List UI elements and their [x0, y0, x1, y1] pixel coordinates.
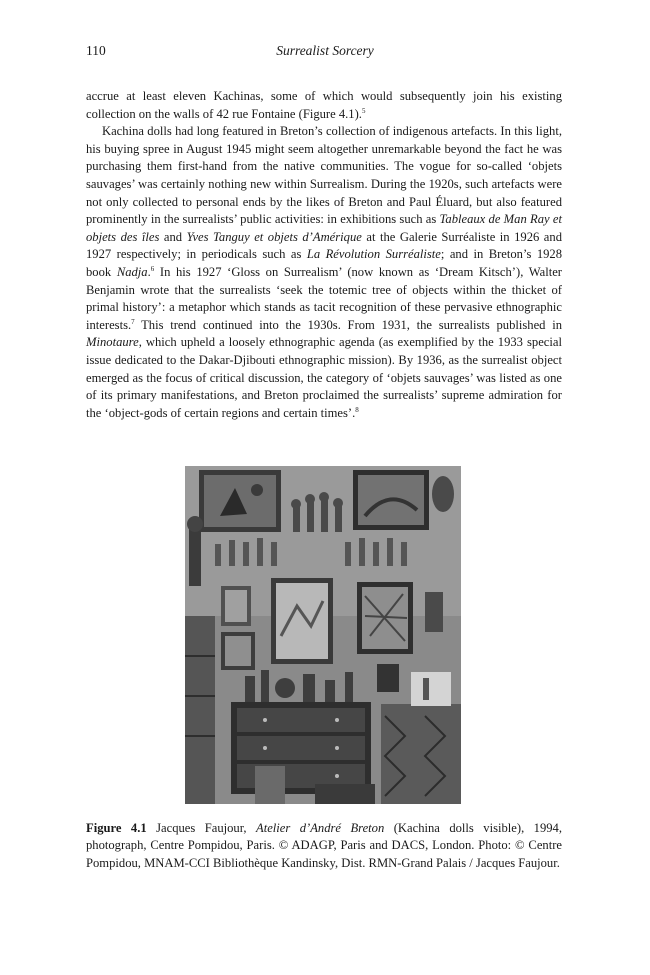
- italic-title: Nadja: [116, 264, 148, 279]
- text-run: and: [159, 229, 187, 244]
- artwork-title: Atelier d’André Breton: [256, 821, 385, 835]
- text-run: , which upheld a loosely ethnographic agenda (as exemplified by the 1933 special issue dedicated to the Dakar-Djibouti ethnographic mission). By 1936, as the surrealist object emerged as the focus of critical discussion, the category of ‘objets sauvages’ was listed as one of its primary manifestations, and Breton proclaimed the surrealists’ supreme admiration for the ‘object-gods of certain regions and certain times’.: [86, 335, 562, 420]
- text-run: .: [147, 264, 151, 279]
- text-run: Jacques Faujour,: [146, 821, 257, 835]
- text-run: ; and in Breton’s 1928 book: [86, 247, 563, 279]
- text-run: accrue at least eleven Kachinas, some of which would subsequently join his existing collection on the walls of 42 rue Fontaine (Figure 4.1).: [86, 89, 562, 121]
- italic-title: Minotaure: [86, 335, 139, 350]
- italic-title: Tableaux de Man Ray et objets des îles: [86, 212, 562, 244]
- figure-photograph: [185, 466, 461, 804]
- italic-title: Yves Tanguy et objets d’Amérique: [186, 229, 362, 244]
- paragraph-1: [86, 88, 562, 123]
- figure-label: Figure 4.1: [86, 821, 147, 835]
- body-text: [86, 88, 562, 422]
- text-run: In his 1927 ‘Gloss on Surrealism’ (now known as ‘Dream Kitsch’), Walter Benjamin wrote that the surrealists ‘seek the totemic tree of objects within the thicket of primal history’: a metaphor which stands as tacit recognition of these pervasive ethnographic interests.: [86, 264, 562, 332]
- italic-title: La Révolution Surréaliste: [306, 247, 441, 262]
- footnote-ref: 5: [361, 106, 366, 115]
- footnote-ref: 8: [355, 405, 359, 414]
- footnote-ref: 7: [131, 317, 135, 326]
- text-run: at the Galerie Surréaliste in 1926 and 1927 respectively; in periodicals such as: [86, 229, 562, 262]
- figure-caption: [86, 820, 562, 872]
- text-run: This trend continued into the 1930s. From 1931, the surrealists published in: [134, 317, 562, 332]
- text-run: Kachina dolls had long featured in Breton’s collection of indigenous artefacts. In this light, his buying spree in August 1945 might seem altogether unremarkable beyond the fact he was purchasing them first-hand from the native communities. The vogue for so-called ‘objets sauvages’ was certainly nothing new within Surrealism. During the 1920s, such artefacts were not only collected to personal ends by the likes of Breton and Paul Éluard, but also featured prominently in the surrealists’ public activities: in exhibitions such as: [86, 124, 562, 227]
- page-number: 110: [86, 43, 106, 58]
- text-run: (Kachina dolls visible), 1994, photograph, Centre Pompidou, Paris. © ADAGP, Paris and DACS, London. Photo: © Centre Pompidou, MNAM-CCI Bibliothèque Kandinsky, Dist. RMN-Grand Palais / Jacques Faujour.: [86, 821, 563, 870]
- footnote-ref: 6: [150, 264, 155, 273]
- paragraph-2: [86, 123, 562, 422]
- running-head: Surrealist Sorcery: [276, 43, 374, 58]
